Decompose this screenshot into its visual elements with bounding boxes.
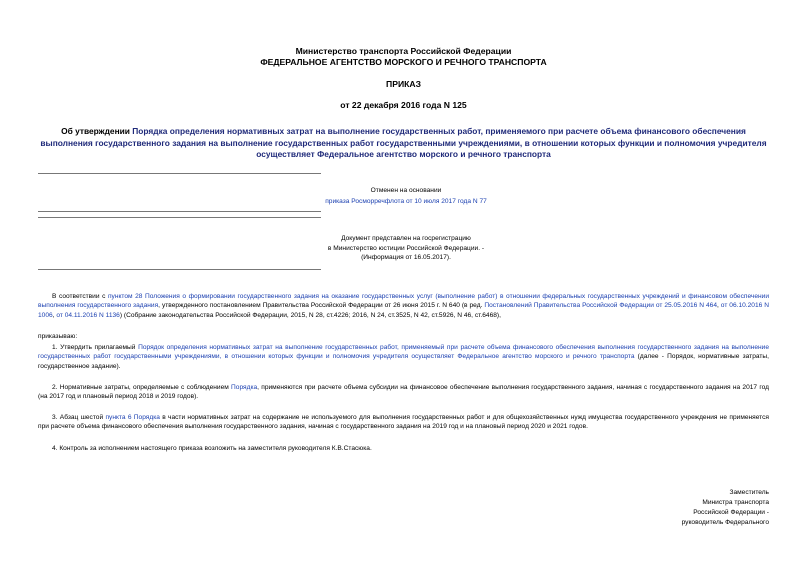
ministry-name: Министерство транспорта Российской Федерации (295, 46, 512, 56)
document-title (40, 126, 767, 161)
preamble-text: , утвержденного постановлением Правительства Российской Федерации от 26 июня 2015 г. N 640 (в ред. (158, 302, 485, 310)
item-text: (далее - Порядок, нормативные затраты, государственное задание). (38, 353, 769, 370)
preamble-text: В соответствии с (52, 293, 108, 300)
item-text: 2. Нормативные затраты, определяемые с соблюдением (52, 384, 232, 391)
preamble-text: ) (Собрание законодательства Российской Федерации, 2015, N 28, ст.4226; 2016, N 24, ст.3525, N 42, ст.5926, N 46, ст.6468), (119, 311, 501, 319)
resolution-link[interactable]: Постановлений Правительства Российской Федерации от 25.05.2016 N 464 (484, 302, 718, 310)
signature-line: Заместитель (729, 489, 769, 496)
registration-note-line: в Министерство юстиции Российской Федерации. - (327, 245, 485, 252)
preamble-text: , (52, 311, 57, 319)
order-item-2 (38, 383, 769, 402)
item-text: в части нормативных затрат на содержание не используемого для выполнения государственных работ и для общехозяйственных нужд имущества государственного учреждения не применяется при расчете объема финансового обеспечения выполнения государственного задания, начиная с государственного задания на 2019 год и на плановый период 2020 и 2021 годов. (38, 414, 769, 431)
order-item-1 (38, 343, 769, 371)
order-item-3 (38, 413, 769, 432)
signature-line: руководитель Федерального (681, 519, 769, 526)
title-prefix: Об утверждении (61, 126, 133, 136)
title-link[interactable]: Порядка определения нормативных затрат на выполнение государственных работ, применяемого при расчете объема финансового обеспечения выполнения государственного задания на выполнение государственных работ государственными учреждениями, в отношении которых функции и полномочия учредителя осуществляет Федеральное агентство морского и речного транспорта (40, 126, 767, 159)
procedure-link[interactable]: Порядка (231, 384, 258, 391)
divider-line (38, 211, 321, 212)
resolution-link[interactable]: от 06.10.2016 N 1006 (38, 302, 769, 319)
signature-line: Российской Федерации - (693, 509, 769, 516)
document-date-number: от 22 декабря 2016 года N 125 (340, 100, 467, 110)
divider-line (38, 269, 321, 270)
procedure-link[interactable]: Порядок определения нормативных затрат на выполнение государственных работ, применяемый при расчете объема финансового обеспечения выполнения государственного задания на выполнение государственных работ государственными учреждениями, в отношении которых функции и полномочия учредителя осуществляет Федеральное агентство морского и речного транспорта (38, 344, 769, 361)
item-text: 1. Утвердить прилагаемый (52, 344, 139, 351)
order-item-4: 4. Контроль за исполнением настоящего приказа возложить на заместителя руководителя К.В.Стасюка. (52, 445, 372, 452)
divider-line (38, 217, 321, 218)
divider-line (38, 173, 321, 174)
agency-name: ФЕДЕРАЛЬНОЕ АГЕНТСТВО МОРСКОГО И РЕЧНОГО ТРАНСПОРТА (260, 57, 547, 67)
cancel-note-text: Отменен на основании (370, 187, 442, 194)
procedure-clause-link[interactable]: пункта 6 Порядка (105, 414, 160, 421)
signature-line: Министра транспорта (702, 499, 769, 506)
resolution-link[interactable]: от 04.11.2016 N 1136 (56, 311, 120, 319)
document-type: ПРИКАЗ (386, 79, 421, 89)
item-text: 3. Абзац шестой (52, 414, 106, 421)
item-text: , применяются при расчете объема субсидии на финансовое обеспечение выполнения государственного задания, начиная с государственного задания на 2017 год (на 2017 год и плановый период 2018 и 2019 годов). (38, 384, 769, 401)
regulation-link[interactable]: пунктом 28 Положения о формировании государственного задания на оказание государственных услуг (выполнение работ) в отношении федеральных государственных учреждений и финансовом обеспечении выполнения государственного задания (38, 293, 770, 310)
cancel-order-link[interactable]: приказа Росморречфлота от 10 июля 2017 года N 77 (325, 198, 487, 205)
preamble-text: , (717, 302, 721, 310)
registration-note-line: (Информация от 16.05.2017). (361, 254, 451, 261)
orders-word: приказываю: (38, 333, 78, 340)
preamble-paragraph (38, 292, 769, 320)
registration-note-line: Документ представлен на госрегистрацию (341, 235, 471, 242)
